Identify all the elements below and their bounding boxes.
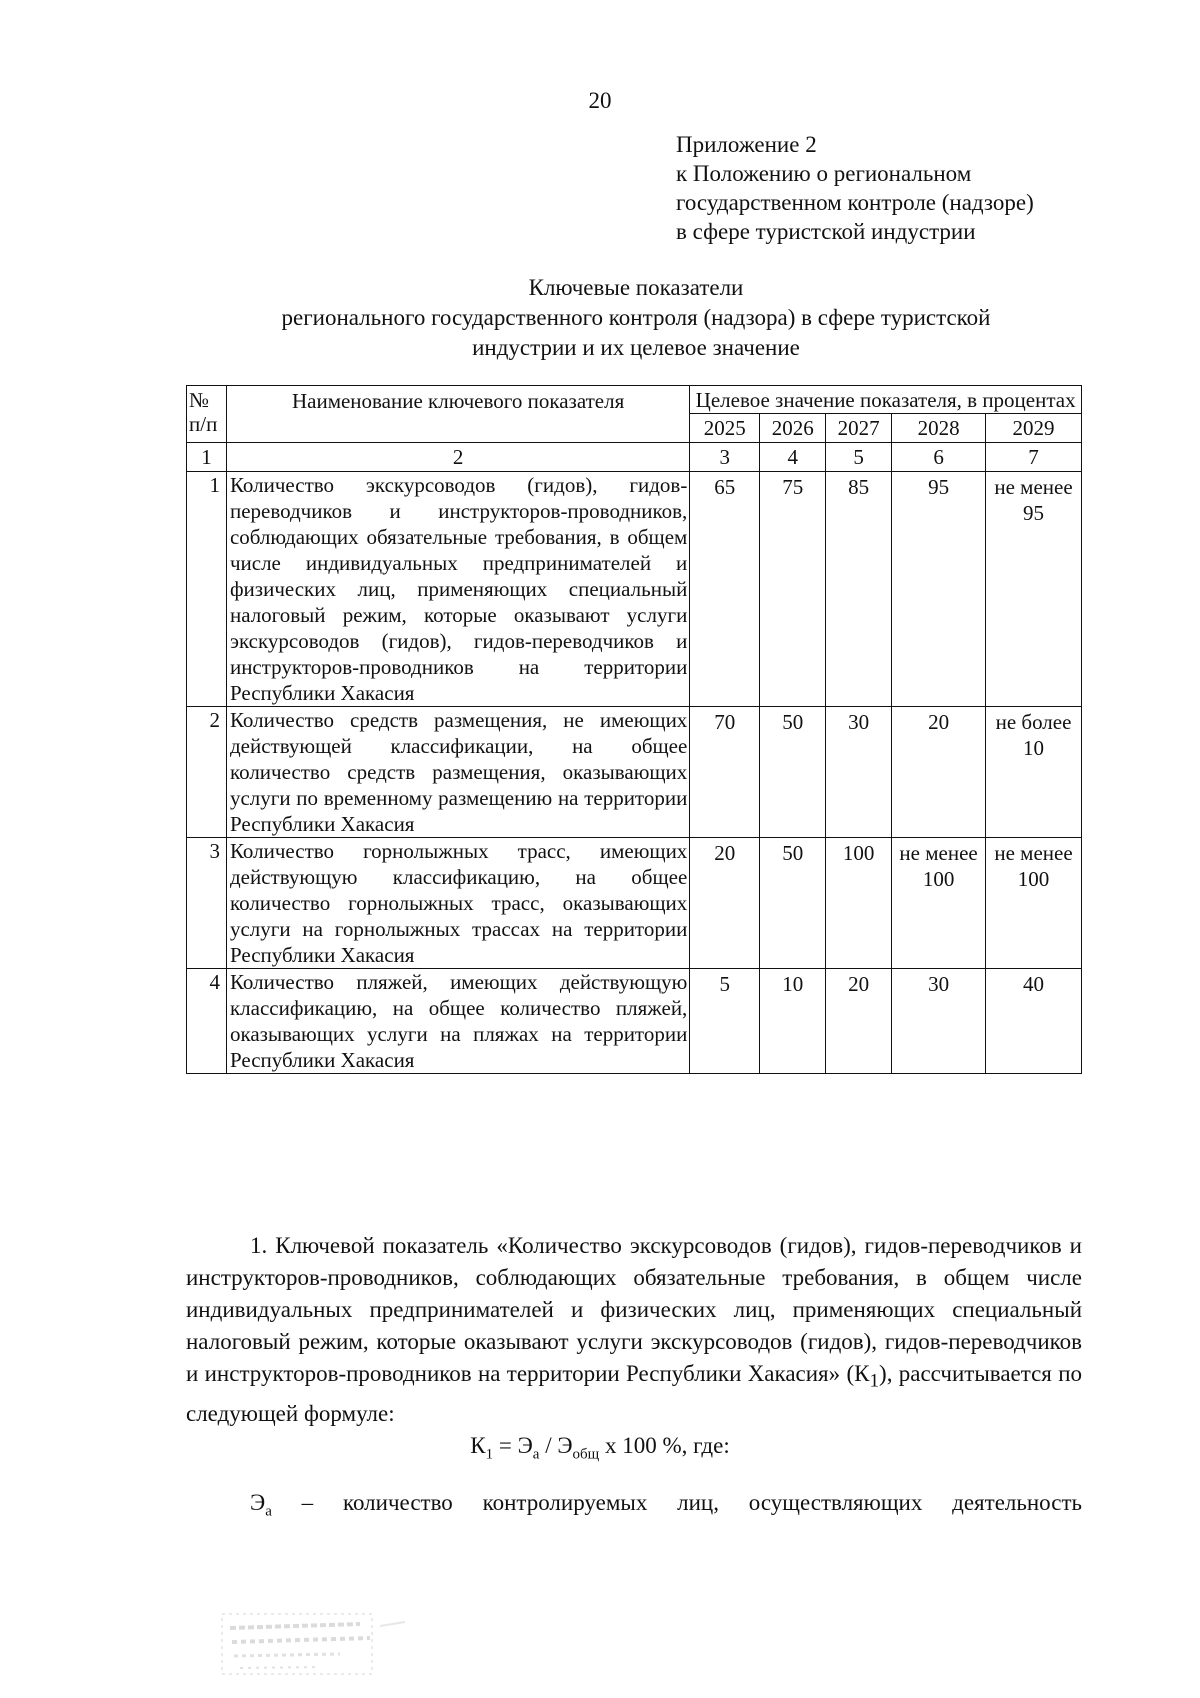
header-target-cell: Целевое значение показателя, в процентах bbox=[690, 386, 1082, 414]
row-value-cell: 75 bbox=[760, 472, 826, 707]
formula-part: = Э bbox=[493, 1433, 533, 1458]
table-colnum-row bbox=[187, 443, 1082, 472]
row-value-cell: 5 bbox=[690, 969, 760, 1074]
appendix-line: Приложение 2 bbox=[676, 132, 817, 157]
row-value-cell: 65 bbox=[690, 472, 760, 707]
appendix-line: в сфере туристской индустрии bbox=[676, 219, 976, 244]
year-cell: 2027 bbox=[826, 414, 892, 443]
appendix-line: государственном контроле (надзоре) bbox=[676, 190, 1034, 215]
colnum-cell: 3 bbox=[690, 443, 760, 472]
year-cell: 2025 bbox=[690, 414, 760, 443]
paragraph-subscript: 1 bbox=[869, 1370, 880, 1392]
formula-subscript: общ bbox=[572, 1446, 600, 1463]
header-num-cell: № п/п bbox=[187, 386, 227, 443]
row-value-cell: 20 bbox=[892, 707, 986, 838]
row-value-cell: 30 bbox=[892, 969, 986, 1074]
title-line: Ключевые показатели bbox=[528, 275, 744, 300]
colnum-cell: 1 bbox=[187, 443, 227, 472]
row-value-cell: 10 bbox=[760, 969, 826, 1074]
colnum-cell: 6 bbox=[892, 443, 986, 472]
row-value-cell: 20 bbox=[826, 969, 892, 1074]
formula-subscript: а bbox=[532, 1446, 540, 1463]
paragraph-definition bbox=[250, 1487, 1082, 1528]
formula-part: / Э bbox=[539, 1433, 573, 1458]
colnum-cell: 2 bbox=[226, 443, 689, 472]
appendix-line: к Положению о региональном bbox=[676, 161, 972, 186]
row-num-cell: 3 bbox=[187, 838, 227, 969]
row-value-cell: 85 bbox=[826, 472, 892, 707]
year-cell: 2029 bbox=[986, 414, 1082, 443]
title-line: регионального государственного контроля (надзора) в сфере туристской bbox=[281, 305, 991, 330]
page-number: 20 bbox=[588, 88, 612, 113]
row-name-cell: Количество экскурсоводов (гидов), гидов-переводчиков и инструкторов-проводников, соблюдающих обязательные требования, в общем числе индивидуальных предпринимателей и физических лиц, применяющих специальный налоговый режим, которые оказывают услуги экскурсоводов (гидов), гидов-переводчиков и инструкторов-проводников на территории Республики Хакасия bbox=[226, 472, 689, 707]
kpi-table bbox=[186, 385, 1082, 1074]
row-name-cell: Количество пляжей, имеющих действующую классификацию, на общее количество пляжей, оказывающих услуги на пляжах на территории Республики Хакасия bbox=[226, 969, 689, 1074]
colnum-cell: 4 bbox=[760, 443, 826, 472]
year-cell: 2026 bbox=[760, 414, 826, 443]
row-value-cell: 95 bbox=[892, 472, 986, 707]
paragraph-text: 1. Ключевой показатель «Количество экскурсоводов (гидов), гидов-переводчиков и инструкторов-проводников, соблюдающих обязательные требования, в общем числе индивидуальных предпринимателей и физических лиц, применяющих специальный налоговый режим, которые оказывают услуги экскурсоводов (гидов), гидов-переводчиков и инструкторов-проводников на территории Республики Хакасия» (К bbox=[186, 1233, 1082, 1386]
row-value-cell: не менее 100 bbox=[986, 838, 1082, 969]
definition-text: – количество контролируемых лиц, осуществляющих деятельность bbox=[271, 1490, 1082, 1515]
table-row bbox=[187, 838, 1082, 969]
paragraph-text: ), рассчитывается по следующей формуле: bbox=[186, 1361, 1082, 1426]
table-row bbox=[187, 472, 1082, 707]
row-name-cell: Количество горнолыжных трасс, имеющих действующую классификацию, на общее количество горнолыжных трасс, оказывающих услуги на горнолыжных трассах на территории Республики Хакасия bbox=[226, 838, 689, 969]
table-row bbox=[187, 707, 1082, 838]
row-value-cell: 100 bbox=[826, 838, 892, 969]
row-value-cell: не более 10 bbox=[986, 707, 1082, 838]
faded-stamp-mark bbox=[220, 1610, 415, 1680]
row-name-cell: Количество средств размещения, не имеющих действующей классификации, на общее количество средств размещения, оказывающих услуги по временному размещению на территории Республики Хакасия bbox=[226, 707, 689, 838]
row-value-cell: не менее 95 bbox=[986, 472, 1082, 707]
table-row bbox=[187, 969, 1082, 1074]
row-value-cell: 50 bbox=[760, 838, 826, 969]
row-value-cell: 30 bbox=[826, 707, 892, 838]
row-num-cell: 4 bbox=[187, 969, 227, 1074]
row-num-cell: 2 bbox=[187, 707, 227, 838]
table-header-row bbox=[187, 386, 1082, 414]
formula bbox=[0, 1433, 1200, 1464]
header-name-cell: Наименование ключевого показателя bbox=[226, 386, 689, 443]
row-value-cell: не менее 100 bbox=[892, 838, 986, 969]
row-value-cell: 70 bbox=[690, 707, 760, 838]
formula-part: x 100 %, где: bbox=[599, 1433, 730, 1458]
title-line: индустрии и их целевое значение bbox=[472, 335, 800, 360]
colnum-cell: 5 bbox=[826, 443, 892, 472]
formula-subscript: 1 bbox=[485, 1446, 494, 1463]
row-value-cell: 20 bbox=[690, 838, 760, 969]
paragraph-kpi-1 bbox=[186, 1230, 1082, 1430]
year-cell: 2028 bbox=[892, 414, 986, 443]
row-value-cell: 40 bbox=[986, 969, 1082, 1074]
definition-symbol: Э bbox=[250, 1490, 266, 1515]
row-num-cell: 1 bbox=[187, 472, 227, 707]
row-value-cell: 50 bbox=[760, 707, 826, 838]
document-title bbox=[186, 273, 1086, 363]
formula-part: К bbox=[470, 1433, 486, 1458]
colnum-cell: 7 bbox=[986, 443, 1082, 472]
appendix-block bbox=[676, 130, 1034, 246]
definition-subscript: а bbox=[265, 1503, 272, 1520]
